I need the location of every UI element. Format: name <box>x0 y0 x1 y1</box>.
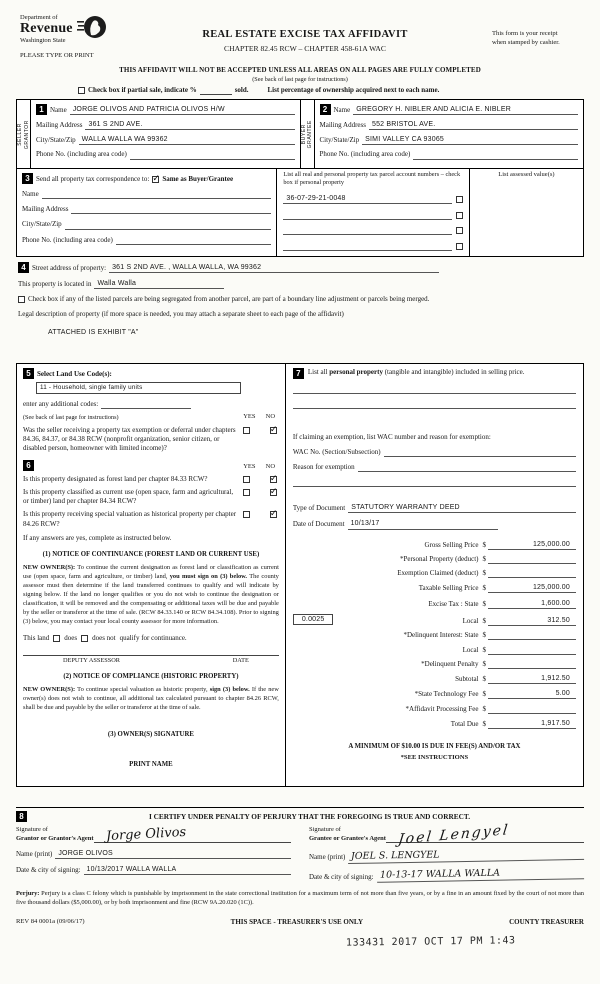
assessed-values-header: List assessed value(s) <box>498 171 555 179</box>
exemption-yes-checkbox[interactable] <box>243 427 250 434</box>
doc-type-value[interactable]: STATUTORY WARRANTY DEED <box>348 503 576 513</box>
parcel-number-field-3[interactable] <box>283 226 451 235</box>
correspondence-phone-label: Phone No. (including area code) <box>22 235 113 244</box>
grantee-signature: Joel Lengyel <box>397 821 511 848</box>
current-use-no-checkbox[interactable] <box>270 489 277 496</box>
print-name-title: PRINT NAME <box>129 761 173 769</box>
grantee-date-city-label: Date & city of signing: <box>309 872 374 881</box>
seller-name-label: Name <box>50 106 67 115</box>
delinquent-penalty-value[interactable] <box>488 660 576 669</box>
see-back-note: (See back of last page for instructions) <box>252 76 348 84</box>
buyer-address-label: Mailing Address <box>319 121 366 130</box>
fee-row-delinquent-penalty: *Delinquent Penalty $ <box>293 660 576 669</box>
correspondence-city-label: City/State/Zip <box>22 220 62 229</box>
see-back-note-2: (See back of last page for instructions) <box>23 413 119 421</box>
buyer-city-label: City/State/Zip <box>319 136 360 145</box>
seller-phone-label: Phone No. (including area code) <box>36 150 127 159</box>
segregated-label: Check box if any of the listed parcels are being segregated from another parcel, are part of a boundary line adjustment or parcels being merged. <box>28 294 430 303</box>
notice-compliance-text: NEW OWNER(S): To continue special valuation as historic property, sign (3) below. If the new owner(s) does not wish to continue, all additional tax calculated pursuant to chapter 84.26 RCW, shall be due and payable by the seller or transferor at the time of sale. <box>23 686 279 712</box>
receipt-note-line2: when stamped by cashier. <box>492 38 560 46</box>
doc-date-value[interactable]: 10/13/17 <box>348 519 498 529</box>
correspondence-phone-field[interactable] <box>116 236 272 245</box>
fee-row-delinquent-interest-local: Local $ <box>293 646 576 655</box>
footer-row <box>16 918 584 927</box>
section-5-badge: 5 <box>23 368 34 379</box>
partial-sale-checkbox[interactable] <box>78 87 85 94</box>
brand-dept: Department of <box>20 14 58 21</box>
seller-side-strip <box>17 100 31 168</box>
buyer-side-label: BUYER <box>300 124 307 145</box>
buyer-phone-field[interactable] <box>413 151 578 160</box>
brand-state: Washington State <box>20 37 66 45</box>
grantor-date-city-label: Date & city of signing: <box>16 866 81 875</box>
located-in-label: This property is located in <box>18 279 92 288</box>
parcel-numbers-header: List all real and personal property tax parcel account numbers – check box if personal property <box>283 171 461 187</box>
form-subtitle: CHAPTER 82.45 RCW – CHAPTER 458-61A WAC <box>224 43 386 53</box>
same-as-buyer-checkbox[interactable] <box>152 176 159 183</box>
fee-row-taxable-selling-price: Taxable Selling Price $ 125,000.00 <box>293 583 576 593</box>
land-use-label: Select Land Use Code(s): <box>37 369 112 378</box>
buyer-name-value[interactable]: GREGORY H. NIBLER AND ALICIA E. NIBLER <box>353 105 578 115</box>
grantee-date-city-value[interactable]: 10-13-17 WALLA WALLA <box>376 867 584 884</box>
wac-number-label: WAC No. (Section/Subsection) <box>292 448 381 457</box>
reason-exemption-label: Reason for exemption <box>292 463 355 472</box>
legal-description-value[interactable]: ATTACHED IS EXHIBIT "A" <box>48 328 139 336</box>
parcel-number-field-4[interactable] <box>283 242 451 251</box>
fee-row-state-technology-fee: *State Technology Fee $ 5.00 <box>293 689 576 699</box>
historic-property-question: Is this property receiving special valuation as historical property per chapter 84.26 RCW? <box>23 510 237 528</box>
treasurer-space-label: THIS SPACE - TREASURER'S USE ONLY <box>230 917 363 926</box>
grantor-date-city-value[interactable]: 10/13/2017 WALLA WALLA <box>84 865 291 875</box>
section-3-badge: 3 <box>22 173 33 184</box>
taxable-selling-price-value[interactable]: 125,000.00 <box>488 583 576 593</box>
historic-yes-checkbox[interactable] <box>243 511 250 518</box>
buyer-city-value[interactable]: SIMI VALLEY CA 93065 <box>362 135 578 145</box>
section-2-badge: 2 <box>320 104 331 115</box>
grantor-name-print-label: Name (print) <box>16 850 53 859</box>
same-as-buyer-label: Same as Buyer/Grantee <box>162 175 234 184</box>
current-use-yes-checkbox[interactable] <box>243 489 250 496</box>
yes-header-1: YES <box>243 413 256 421</box>
correspondence-address-label: Mailing Address <box>22 205 69 214</box>
current-use-question: Is this property classified as current use (open space, farm and agricultural, or timber) land per chapter 84.34 RCW? <box>23 488 234 506</box>
section-4-badge: 4 <box>18 262 29 273</box>
receipt-note-line1: This form is your receipt <box>492 30 558 37</box>
fee-row-personal-property-deduct: *Personal Property (deduct) $ <box>293 555 576 564</box>
personal-property-checkbox-3[interactable] <box>456 227 463 234</box>
excise-tax-state-value[interactable]: 1,600.00 <box>488 599 576 609</box>
fee-row-affidavit-processing-fee: *Affidavit Processing Fee $ <box>293 705 576 714</box>
yes-header-2: YES <box>243 462 256 470</box>
buyer-phone-label: Phone No. (including area code) <box>319 150 411 159</box>
rev-form-number: REV 84 0001a (09/06/17) <box>16 917 85 925</box>
seller-phone-field[interactable] <box>130 151 295 160</box>
legal-description-label: Legal description of property (if more space is needed, you may attach a separate sheet to each page of the affidavit) <box>18 309 344 318</box>
additional-codes-field[interactable] <box>101 400 191 409</box>
land-use-code-value[interactable]: 11 - Household, single family units <box>36 382 241 394</box>
personal-property-checkbox-1[interactable] <box>456 196 463 203</box>
fee-row-delinquent-interest-state: *Delinquent Interest: State $ <box>293 631 576 640</box>
buyer-name-label: Name <box>333 106 351 115</box>
personal-property-field-1[interactable] <box>293 385 576 394</box>
personal-property-checkbox-2[interactable] <box>456 212 463 219</box>
gross-selling-price-value[interactable]: 125,000.00 <box>488 540 576 550</box>
fee-row-total-due: Total Due $ 1,917.50 <box>293 719 576 729</box>
seller-city-label: City/State/Zip <box>36 136 76 145</box>
seller-address-value[interactable]: 361 S 2ND AVE. <box>85 120 294 130</box>
please-type-or-print: PLEASE TYPE OR PRINT <box>20 52 94 59</box>
grantee-signature-block <box>309 821 584 882</box>
doc-type-label: Type of Document <box>292 504 346 513</box>
personal-property-checkbox-4[interactable] <box>456 243 463 250</box>
form-title: REAL ESTATE EXCISE TAX AFFIDAVIT <box>202 29 408 40</box>
state-technology-fee-value[interactable]: 5.00 <box>488 689 576 699</box>
grantee-signature-of-label: Signature of <box>309 826 341 834</box>
partial-sale-label: Check box if partial sale, indicate % <box>88 86 197 95</box>
grantor-signature-block <box>16 825 291 882</box>
notice-continuance-text: NEW OWNER(S): To continue the current designation as forest land or classification as current use (open space, farm and agriculture, or timber) land, you must sign on (3) below. The county assessor must then determine if the land transferred continues to qualify and will indicate by signing below. If the land no longer qualifies or you do not wish to continue the designation or classification, it will be removed and the compensating or additional taxes will be due and payable by the seller or transferor at the time of sale. (RCW 84.33.140 or RCW 84.34.108). Prior to signing (3) below, you may contact your local county assessor for more information. <box>23 563 279 626</box>
local-rate-box[interactable]: 0.0025 <box>293 614 334 625</box>
minimum-due-note: A MINIMUM OF $10.00 IS DUE IN FEE(S) AND/OR TAX <box>348 743 521 750</box>
fee-row-gross-selling-price: Gross Selling Price $ 125,000.00 <box>293 540 576 550</box>
grantor-name-print-value[interactable]: JORGE OLIVOS <box>55 849 291 859</box>
excise-tax-local-value[interactable]: 312.50 <box>488 616 576 626</box>
section-8 <box>16 807 584 882</box>
sections-5-6-7-box <box>16 363 584 787</box>
forest-yes-checkbox[interactable] <box>243 476 250 483</box>
seller-side-label: SELLER <box>17 122 23 146</box>
sold-label: sold. <box>234 86 249 95</box>
section-7-column <box>286 364 583 786</box>
parcel-number-value[interactable]: 36-07-29-21-0048 <box>283 194 451 204</box>
wac-number-field[interactable] <box>384 448 576 457</box>
located-in-value[interactable]: Walla Walla <box>94 279 224 289</box>
delinquent-interest-local-value[interactable] <box>488 646 576 655</box>
section-4 <box>16 262 584 337</box>
does-not-checkbox[interactable] <box>81 635 88 642</box>
reason-exemption-field-2[interactable] <box>293 478 576 487</box>
grantee-name-print-label: Name (print) <box>309 853 346 862</box>
seller-address-label: Mailing Address <box>36 121 83 130</box>
owners-signature-title: (3) OWNER(S) SIGNATURE <box>107 730 194 738</box>
cashier-date-stamp: 133431 2017 OCT 17 PM 1:43 <box>345 935 516 949</box>
grantor-role-label: Grantor or Grantor's Agent <box>16 834 94 842</box>
grantor-signature: Jorge Olivos <box>105 825 187 845</box>
segregated-checkbox[interactable] <box>18 296 25 303</box>
does-label: does <box>64 634 78 643</box>
seller-city-value[interactable]: WALLA WALLA WA 99362 <box>79 135 295 145</box>
county-treasurer-label: COUNTY TREASURER <box>509 917 584 926</box>
parties-row <box>16 99 584 169</box>
send-correspondence-label: Send all property tax correspondence to: <box>36 175 150 184</box>
see-instructions-note: *SEE INSTRUCTIONS <box>400 753 469 761</box>
personal-property-deduct-value[interactable] <box>488 555 576 564</box>
delinquent-interest-state-value[interactable] <box>488 631 576 640</box>
brand-agency: Revenue <box>20 21 73 37</box>
historic-no-checkbox[interactable] <box>270 511 277 518</box>
buyer-address-value[interactable]: 552 BRISTOL AVE. <box>369 120 578 130</box>
fee-row-excise-tax-state: Excise Tax : State $ 1,600.00 <box>293 599 576 609</box>
grantor-side-label: GRANTOR <box>23 119 30 149</box>
exemption-claim-label: If claiming an exemption, list WAC number and reason for exemption: <box>292 433 491 442</box>
deputy-date-label: DATE <box>232 657 249 665</box>
notice-compliance-title: (2) NOTICE OF COMPLIANCE (HISTORIC PROPERTY) <box>63 673 239 681</box>
section-5-6-column <box>17 364 286 786</box>
form-header <box>16 6 584 66</box>
buyer-grantee-box <box>301 99 585 169</box>
seller-grantor-box <box>16 99 301 169</box>
fee-row-excise-tax-local: 0.0025 Local $ 312.50 <box>293 614 576 626</box>
exemption-no-checkbox[interactable] <box>270 427 277 434</box>
perjury-statement: Perjury: Perjury is a class C felony which is punishable by imprisonment in the state correctional institution for a maximum term of not more than five years, or by a fine in an amount fixed by the court of not more than five thousand dollars ($5,000.00), or by both imprisonment and fine (RCW 9A.20.020 (1C)). <box>16 889 584 906</box>
street-address-label: Street address of property: <box>32 263 107 272</box>
continuance-qualify-row <box>23 634 279 643</box>
total-due-value[interactable]: 1,917.50 <box>488 719 576 729</box>
if-yes-note: If any answers are yes, complete as instructed below. <box>23 533 172 542</box>
owners-signature-field[interactable] <box>23 739 279 753</box>
section-1-badge: 1 <box>36 104 47 115</box>
partial-sale-percent-field[interactable] <box>200 87 232 95</box>
affidavit-processing-fee-value[interactable] <box>488 705 576 714</box>
section-7-badge: 7 <box>293 368 304 379</box>
dor-brand <box>20 14 107 46</box>
section-6-badge: 6 <box>23 460 34 471</box>
correspondence-name-field[interactable] <box>42 190 272 199</box>
subtotal-value[interactable]: 1,912.50 <box>488 674 576 684</box>
certify-statement: I CERTIFY UNDER PENALTY OF PERJURY THAT THE FOREGOING IS TRUE AND CORRECT. <box>148 811 471 821</box>
receipt-note <box>492 30 584 48</box>
personal-property-label: List all personal property (tangible and intangible) included in selling price. <box>307 368 525 377</box>
grantee-side-label: GRANTEE <box>307 120 313 149</box>
no-header-2: NO <box>265 462 276 470</box>
no-header-1: NO <box>265 413 276 421</box>
exemption-claimed-value[interactable] <box>488 569 576 578</box>
grantee-role-label: Grantee or Grantee's Agent <box>309 834 386 842</box>
this-land-label: This land <box>23 634 50 643</box>
forest-no-checkbox[interactable] <box>270 476 277 483</box>
grantee-name-print-value[interactable]: JOEL S. LENGYEL <box>348 847 584 864</box>
acceptance-warning: THIS AFFIDAVIT WILL NOT BE ACCEPTED UNLESS ALL AREAS ON ALL PAGES ARE FULLY COMPLETED <box>119 66 481 74</box>
street-address-value[interactable]: 361 S 2ND AVE. , WALLA WALLA, WA 99362 <box>109 263 439 273</box>
partial-sale-row <box>78 86 584 95</box>
section-8-badge: 8 <box>16 811 27 822</box>
does-checkbox[interactable] <box>53 635 60 642</box>
correspondence-city-field[interactable] <box>65 221 272 230</box>
doc-date-label: Date of Document <box>292 520 345 529</box>
fee-row-exemption-claimed: Exemption Claimed (deduct) $ <box>293 569 576 578</box>
does-not-label: does not <box>92 634 116 643</box>
qualify-label: qualify for continuance. <box>119 634 187 643</box>
reason-exemption-field[interactable] <box>358 463 576 472</box>
fee-row-subtotal: Subtotal $ 1,912.50 <box>293 674 576 684</box>
additional-codes-label: enter any additional codes: <box>23 400 99 409</box>
parcel-number-field-2[interactable] <box>283 211 451 220</box>
tax-exemption-question: Was the seller receiving a property tax exemption or deferral under chapters 84.36, 84.37, or 84.38 RCW (nonprofit organization, senior citizen, or disabled person, homeowner with limited income)? <box>23 425 236 452</box>
ownership-percentage-note: List percentage of ownership acquired next to each name. <box>267 86 440 95</box>
deputy-assessor-signature-field[interactable] <box>23 643 279 656</box>
washington-profile-logo-icon <box>77 14 107 40</box>
grantor-signature-field[interactable] <box>94 825 291 843</box>
forest-land-question: Is this property designated as forest land per chapter 84.33 RCW? <box>23 475 208 484</box>
correspondence-address-field[interactable] <box>71 205 271 214</box>
correspondence-name-label: Name <box>22 190 39 199</box>
notice-continuance-title: (1) NOTICE OF CONTINUANCE (FOREST LAND OR CURRENT USE) <box>42 550 260 558</box>
grantee-signature-field[interactable] <box>386 821 584 848</box>
grantor-signature-of-label: Signature of <box>16 826 48 834</box>
buyer-side-strip <box>301 100 315 168</box>
personal-property-field-2[interactable] <box>293 400 576 409</box>
section-3-box <box>16 169 584 256</box>
seller-name-value[interactable]: JORGE OLIVOS AND PATRICIA OLIVOS H/W <box>70 105 295 115</box>
deputy-assessor-label: DEPUTY ASSESSOR <box>63 657 120 665</box>
